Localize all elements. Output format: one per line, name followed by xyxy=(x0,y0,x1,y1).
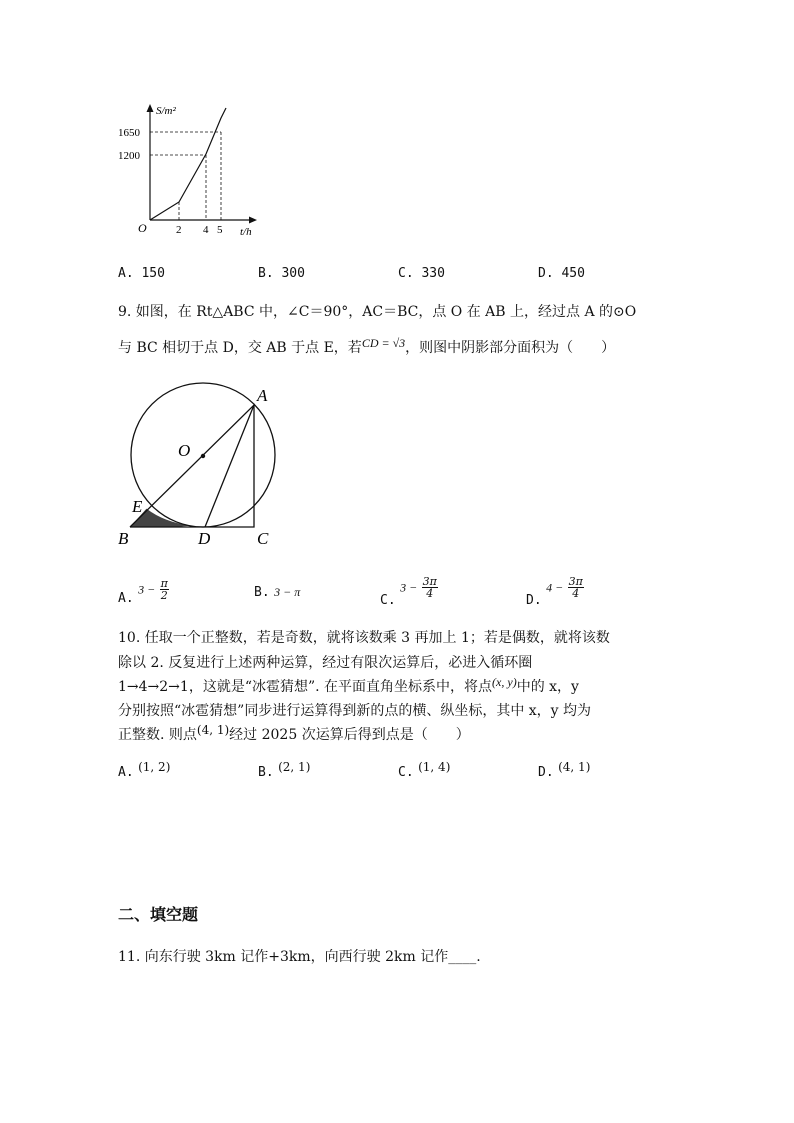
label-e: E xyxy=(132,497,143,516)
x-axis-label: t/h xyxy=(240,226,252,238)
q10-point-xy: (x, y) xyxy=(492,675,517,689)
q10-line1: 10. 任取一个正整数，若是奇数，就将该数乘 3 再加上 1；若是偶数，就将该数 xyxy=(118,630,610,646)
circle-triangle-figure xyxy=(112,384,282,554)
q10-option-b: B. (2, 1) xyxy=(258,760,311,780)
q10-point-41: (4, 1) xyxy=(196,723,230,737)
q10-line3: 1→4→2→1，这就是“冰雹猜想”. 在平面直角坐标系中，将点(x, y)中的 x，y xyxy=(118,675,579,695)
label-o: O xyxy=(178,441,191,460)
y-tick-1650: 1650 xyxy=(118,127,140,139)
speed-area-graph xyxy=(118,98,270,238)
q9-cd-math: CD = √3 xyxy=(361,336,406,350)
q9-option-d: D. 4 − $\frac{3\pi}{4}$ xyxy=(526,575,583,608)
q10-option-d: D. (4, 1) xyxy=(538,760,591,780)
q8-option-b: B. 300 xyxy=(258,266,305,281)
x-tick-2: 2 xyxy=(176,224,182,236)
q8-option-c: C. 330 xyxy=(398,266,445,281)
q10-line4: 分别按照“冰雹猜想”同步进行运算得到新的点的横、纵坐标，其中 x，y 均为 xyxy=(118,703,592,719)
section-2-title: 二、填空题 xyxy=(118,905,199,924)
y-axis-label: S/m² xyxy=(156,105,176,117)
q9-line2 xyxy=(118,338,615,358)
x-tick-5: 5 xyxy=(217,224,223,236)
origin-label: O xyxy=(138,221,147,235)
q8-option-a: A. 150 xyxy=(118,266,165,281)
label-a: A xyxy=(257,386,268,405)
q9-line2-b: ，则图中阴影部分面积为（ ） xyxy=(405,340,616,356)
q10-line2: 除以 2. 反复进行上述两种运算，经过有限次运算后，必进入循环圈 xyxy=(118,655,533,671)
q10-line5: 正整数. 则点(4, 1)经过 2025 次运算后得到点是（ ） xyxy=(118,723,470,743)
q9-option-a: A. 3 − $\frac{\pi}{2}$ xyxy=(118,577,168,606)
q9-option-b: B. 3 − π xyxy=(254,585,301,600)
q9-line1: 9. 如图，在 Rt△ABC 中，∠C＝90°，AC＝BC，点 O 在 AB 上，经过点 A 的⊙O xyxy=(118,304,637,320)
q8-option-d: D. 450 xyxy=(538,266,585,281)
label-c: C xyxy=(257,529,269,548)
q10-option-c: C. (1, 4) xyxy=(398,760,451,780)
graph-line xyxy=(150,108,226,220)
y-tick-1200: 1200 xyxy=(118,150,140,162)
q10-option-a: A. (1, 2) xyxy=(118,760,171,780)
q9-option-c: C. 3 − $\frac{3\pi}{4}$ xyxy=(380,575,437,608)
q9-line2-a: 与 BC 相切于点 D，交 AB 于点 E，若 xyxy=(118,340,362,356)
q11-text: 11. 向东行驶 3km 记作+3km，向西行驶 2km 记作____. xyxy=(118,949,481,965)
label-d: D xyxy=(198,529,211,548)
x-tick-4: 4 xyxy=(203,224,209,236)
label-b: B xyxy=(118,529,129,548)
